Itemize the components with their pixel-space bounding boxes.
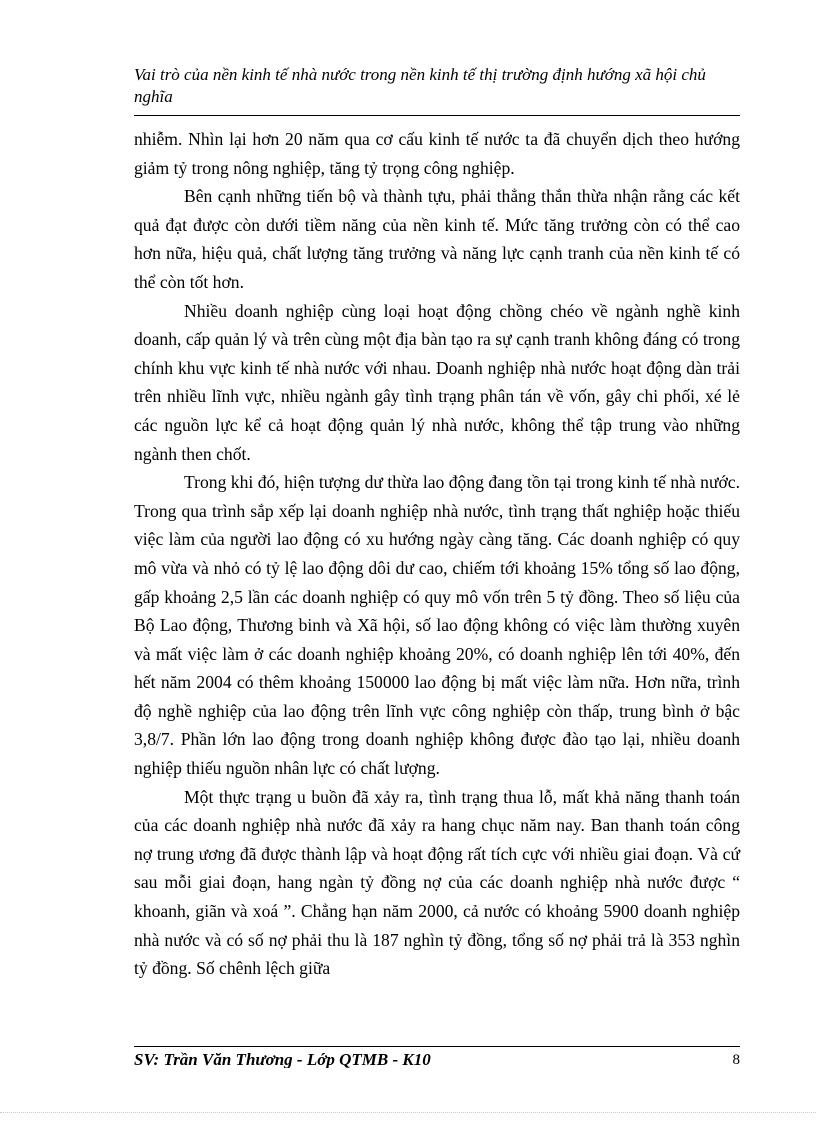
- page-header: [134, 64, 740, 108]
- page-edge-divider: [0, 1112, 816, 1113]
- header-divider: [134, 115, 740, 116]
- page-footer: [134, 1048, 740, 1068]
- paragraph: Trong khi đó, hiện tượng dư thừa lao động đang tồn tại trong kinh tế nhà nước. Trong qua trình sắp xếp lại doanh nghiệp nhà nước, tình trạng thất nghiệp hoặc thiếu việc làm của người lao động có xu hướng ngày càng tăng. Các doanh nghiệp có quy mô vừa và nhỏ có tỷ lệ lao động dôi dư cao, chiếm tới khoảng 15% tổng số lao động, gấp khoảng 2,5 lần các doanh nghiệp có quy mô vốn trên 5 tỷ đồng. Theo số liệu của Bộ Lao động, Thương binh và Xã hội, số lao động không có việc làm thường xuyên và mất việc làm ở các doanh nghiệp khoảng 20%, có doanh nghiệp lên tới 40%, đến hết năm 2004 có thêm khoảng 150000 lao động bị mất việc làm nữa. Hơn nữa, trình độ nghề nghiệp của lao động trên lĩnh vực công nghiệp còn thấp, trung bình ở bậc 3,8/7. Phần lớn lao động trong doanh nghiệp không được đào tạo lại, nhiều doanh nghiệp thiếu nguồn nhân lực có chất lượng.: [134, 472, 740, 779]
- paragraph: Nhiều doanh nghiệp cùng loại hoạt động chồng chéo về ngành nghề kinh doanh, cấp quản lý và trên cùng một địa bàn tạo ra sự cạnh tranh không đáng có trong chính khu vực kinh tế nhà nước với nhau. Doanh nghiệp nhà nước hoạt động dàn trải trên nhiều lĩnh vực, nhiều ngành gây tình trạng phân tán về vốn, gây chi phối, xé lẻ các nguồn lực kể cả hoạt động quản lý nhà nước, không thể tập trung vào những ngành then chốt.: [134, 300, 740, 464]
- paragraph-continued: nhiễm. Nhìn lại hơn 20 năm qua cơ cấu kinh tế nước ta đã chuyển dịch theo hướng giảm tỷ trong nông nghiệp, tăng tỷ trọng công nghiệp.: [134, 129, 740, 178]
- document-body: [134, 125, 740, 983]
- page-number: 8: [732, 1052, 740, 1068]
- paragraph: Bên cạnh những tiến bộ và thành tựu, phải thẳng thắn thừa nhận rằng các kết quả đạt được còn dưới tiềm năng của nền kinh tế. Mức tăng trưởng còn có thể cao hơn nữa, hiệu quả, chất lượng tăng trưởng và năng lực cạnh tranh của nền kinh tế có thể còn tốt hơn.: [134, 186, 740, 292]
- header-title: Vai trò của nền kinh tế nhà nước trong nền kinh tế thị trường định hướng xã hội chủ nghĩa: [134, 65, 706, 106]
- footer-author: SV: Trần Văn Thương - Lớp QTMB - K10: [134, 1050, 431, 1068]
- footer-divider: [134, 1046, 740, 1047]
- paragraph: Một thực trạng u buồn đã xảy ra, tình trạng thua lỗ, mất khả năng thanh toán của các doanh nghiệp nhà nước đã xảy ra hang chục năm nay. Ban thanh toán công nợ trung ương đã được thành lập và hoạt động rất tích cực với nhiều giai đoạn. Và cứ sau mỗi giai đoạn, hang ngàn tỷ đồng nợ của các doanh nghiệp nhà nước được “ khoanh, giãn và xoá ”. Chẳng hạn năm 2000, cả nước có khoảng 5900 doanh nghiệp nhà nước và có số nợ phải thu là 187 nghìn tỷ đồng, tổng số nợ phải trả là 353 nghìn tỷ đồng. Số chênh lệch giữa: [134, 786, 740, 979]
